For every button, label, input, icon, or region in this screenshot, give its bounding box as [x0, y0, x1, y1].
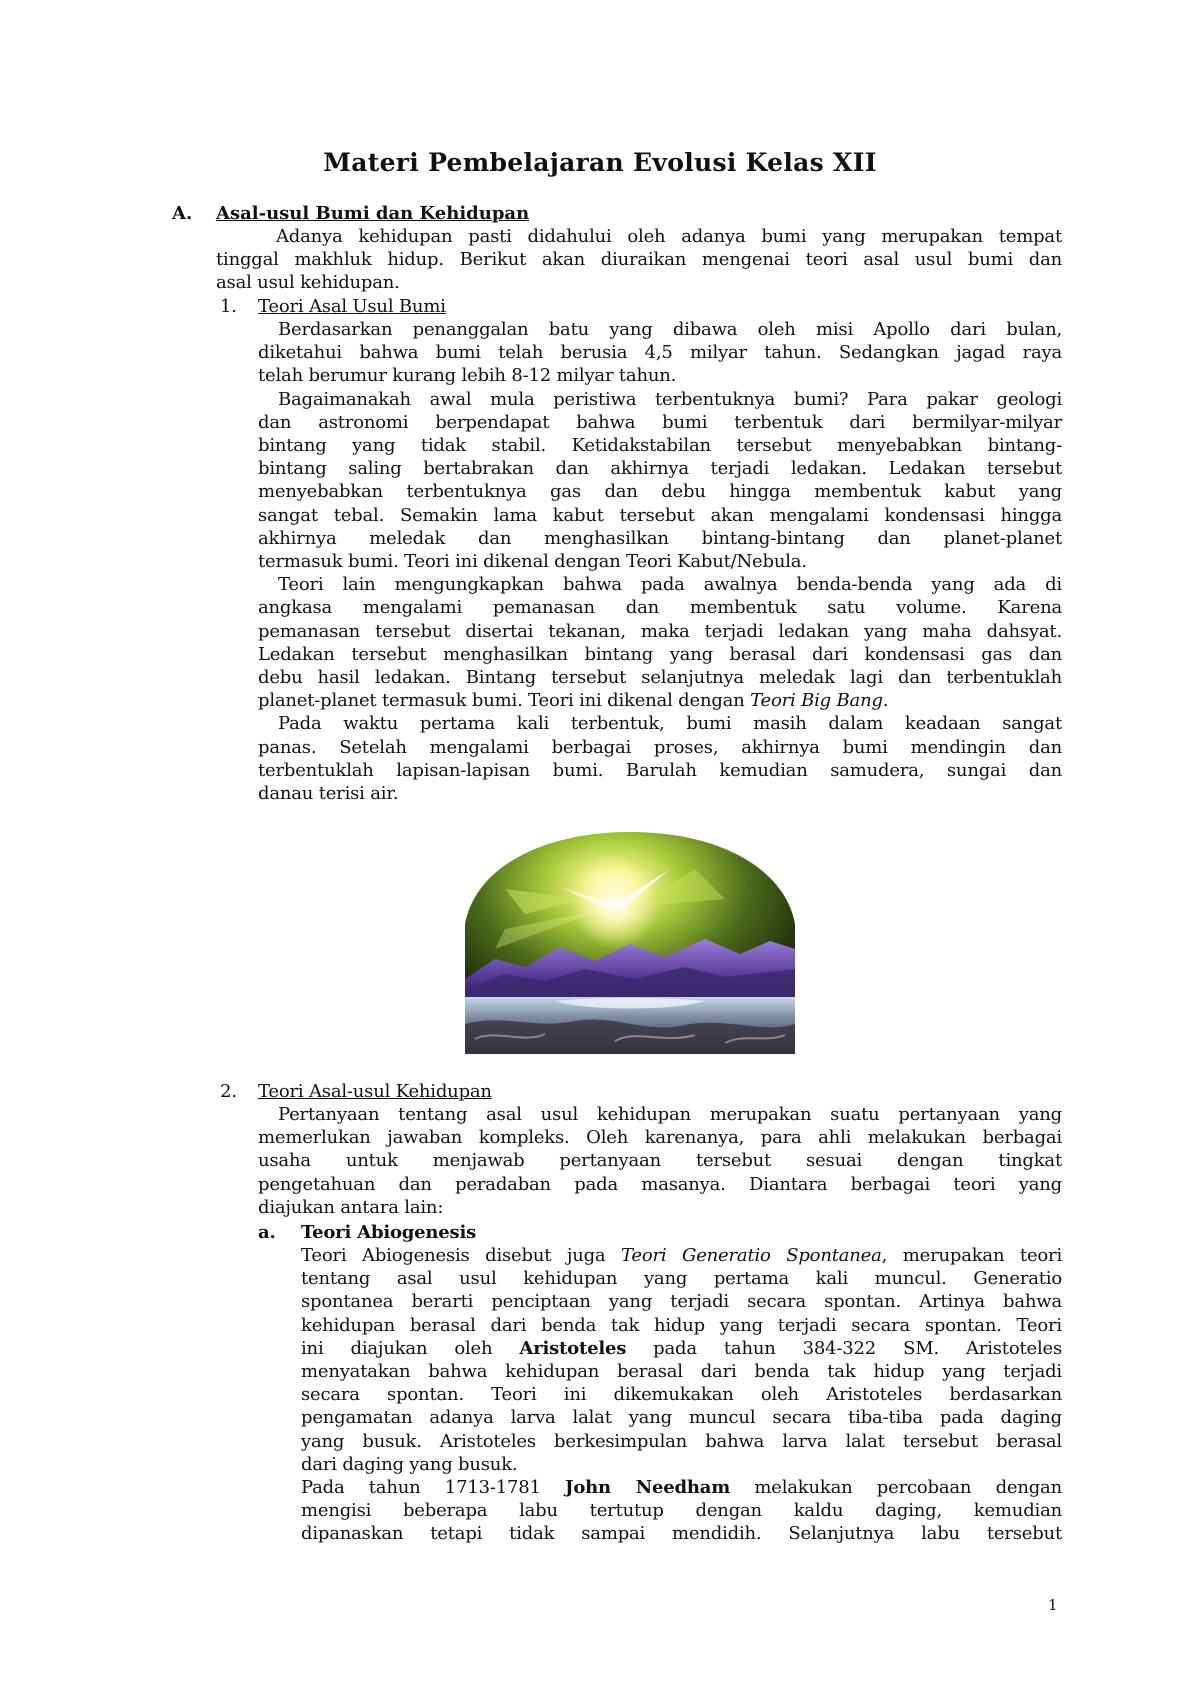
- text-line: angkasa mengalami pemanasan dan membentuk satu volume. Karena: [258, 597, 1062, 619]
- text-line: diketahui bahwa bumi telah berusia 4,5 milyar tahun. Sedangkan jagad raya: [258, 342, 1062, 364]
- section-a-heading: Asal-usul Bumi dan Kehidupan: [216, 203, 530, 224]
- text-line: pengamatan adanya larva lalat yang muncul secara tiba-tiba pada daging: [301, 1407, 1062, 1429]
- text-line: Pertanyaan tentang asal usul kehidupan merupakan suatu pertanyaan yang: [278, 1104, 1062, 1125]
- subsection-2-body: [258, 1103, 1062, 1219]
- text-span: Pada tahun 1713-1781: [301, 1477, 565, 1499]
- subsection-a-marker: a.: [258, 1222, 276, 1243]
- text-line: pengetahuan dan peradaban pada masanya. Diantara berbagai teori yang: [258, 1173, 1062, 1195]
- italic-term: Teori Generatio Spontanea: [621, 1245, 882, 1266]
- subsection-1-body: [258, 318, 1062, 805]
- text-line: Berdasarkan penanggalan batu yang dibawa oleh misi Apollo dari bulan,: [278, 319, 1062, 340]
- text-line: danau terisi air.: [258, 783, 399, 805]
- text-line: terbentuklah lapisan-lapisan bumi. Barulah kemudian samudera, sungai dan: [258, 759, 1062, 781]
- text-span: planet-planet termasuk bumi. Teori ini dikenal dengan: [258, 690, 751, 712]
- text-line: spontanea berarti penciptaan yang terjadi secara spontan. Artinya bahwa: [301, 1291, 1062, 1313]
- text-span: melakukan percobaan dengan: [730, 1477, 1062, 1499]
- text-line: [301, 1476, 1062, 1499]
- subsection-2-number: 2.: [220, 1081, 237, 1102]
- text-line: termasuk bumi. Teori ini dikenal dengan Teori Kabut/Nebula.: [258, 551, 807, 573]
- subsection-a-body: [301, 1244, 1062, 1546]
- text-line: Bagaimanakah awal mula peristiwa terbentuknya bumi? Para pakar geologi: [278, 388, 1062, 410]
- text-line: debu hasil ledakan. Bintang tersebut selanjutnya meledak lagi dan terbentuklah: [258, 667, 1062, 689]
- text-line: Teori lain mengungkapkan bahwa pada awalnya benda-benda yang ada di: [278, 574, 1062, 596]
- text-line: tentang asal usul kehidupan yang pertama kali muncul. Generatio: [301, 1268, 1062, 1290]
- bold-name: Aristoteles: [519, 1337, 627, 1359]
- text-line: dipanaskan tetapi tidak sampai mendidih. Selanjutnya labu tersebut: [301, 1523, 1062, 1545]
- text-span: pada tahun 384-322 SM. Aristoteles: [626, 1337, 1062, 1359]
- text-line: Ledakan tersebut menghasilkan bintang yang berasal dari kondensasi gas dan: [258, 643, 1062, 665]
- section-a-intro: [216, 225, 1062, 295]
- section-a-marker: A.: [172, 203, 193, 224]
- text-span: Teori Abiogenesis disebut juga: [301, 1245, 622, 1266]
- text-line: mengisi beberapa labu tertutup dengan kaldu daging, kemudian: [301, 1500, 1062, 1522]
- text-line: dari daging yang busuk.: [301, 1453, 518, 1475]
- text-line: bintang saling bertabrakan dan akhirnya terjadi ledakan. Ledakan tersebut: [258, 458, 1062, 480]
- text-line: usaha untuk menjawab pertanyaan tersebut sesuai dengan tingkat: [258, 1150, 1062, 1172]
- text-line: [301, 1337, 1062, 1360]
- text-line: kehidupan berasal dari benda tak hidup yang terjadi secara spontan. Teori: [301, 1314, 1062, 1336]
- text-line: telah berumur kurang lebih 8-12 milyar tahun.: [258, 365, 677, 387]
- document-title: Materi Pembelajaran Evolusi Kelas XII: [323, 148, 877, 177]
- subsection-1-heading: Teori Asal Usul Bumi: [258, 296, 446, 317]
- text-span: ini diajukan oleh: [301, 1337, 520, 1359]
- text-line: akhirnya meledak dan menghasilkan bintang-bintang dan planet-planet: [258, 527, 1062, 549]
- bold-name: John Needham: [565, 1477, 731, 1499]
- text-line: secara spontan. Teori ini dikemukakan oleh Aristoteles berdasarkan: [301, 1384, 1062, 1406]
- early-earth-illustration: [465, 829, 795, 1054]
- text-line: bintang yang tidak stabil. Ketidakstabilan tersebut menyebabkan bintang-: [258, 435, 1062, 457]
- text-line: tinggal makhluk hidup. Berikut akan diuraikan mengenai teori asal usul bumi dan: [216, 249, 1062, 271]
- subsection-2-heading: Teori Asal-usul Kehidupan: [258, 1081, 492, 1102]
- text-line: yang busuk. Aristoteles berkesimpulan bahwa larva lalat tersebut berasal: [301, 1430, 1062, 1452]
- text-line: asal usul kehidupan.: [216, 272, 400, 294]
- text-line: menyatakan bahwa kehidupan berasal dari benda tak hidup yang terjadi: [301, 1361, 1062, 1383]
- text-line: Adanya kehidupan pasti didahului oleh adanya bumi yang merupakan tempat: [276, 226, 1062, 247]
- text-line: panas. Setelah mengalami berbagai proses, akhirnya bumi mendingin dan: [258, 736, 1062, 758]
- subsection-a-heading: Teori Abiogenesis: [301, 1222, 477, 1243]
- text-line: Pada waktu pertama kali terbentuk, bumi masih dalam keadaan sangat: [278, 713, 1062, 735]
- text-line: diajukan antara lain:: [258, 1196, 444, 1218]
- text-span: , merupakan teori: [881, 1245, 1062, 1266]
- subsection-1-number: 1.: [220, 296, 237, 317]
- text-span: .: [882, 690, 889, 712]
- text-line: memerlukan jawaban kompleks. Oleh karenanya, para ahli melakukan berbagai: [258, 1127, 1062, 1149]
- italic-term: Teori Big Bang: [750, 690, 883, 712]
- text-line: [301, 1244, 1062, 1267]
- text-line: dan astronomi berpendapat bahwa bumi terbentuk dari bermilyar-milyar: [258, 411, 1062, 433]
- text-line: [258, 689, 1062, 712]
- text-line: sangat tebal. Semakin lama kabut tersebut akan mengalami kondensasi hingga: [258, 504, 1062, 526]
- page-number: 1: [1048, 1596, 1058, 1614]
- text-line: pemanasan tersebut disertai tekanan, maka terjadi ledakan yang maha dahsyat.: [258, 620, 1062, 642]
- text-line: menyebabkan terbentuknya gas dan debu hingga membentuk kabut yang: [258, 481, 1062, 503]
